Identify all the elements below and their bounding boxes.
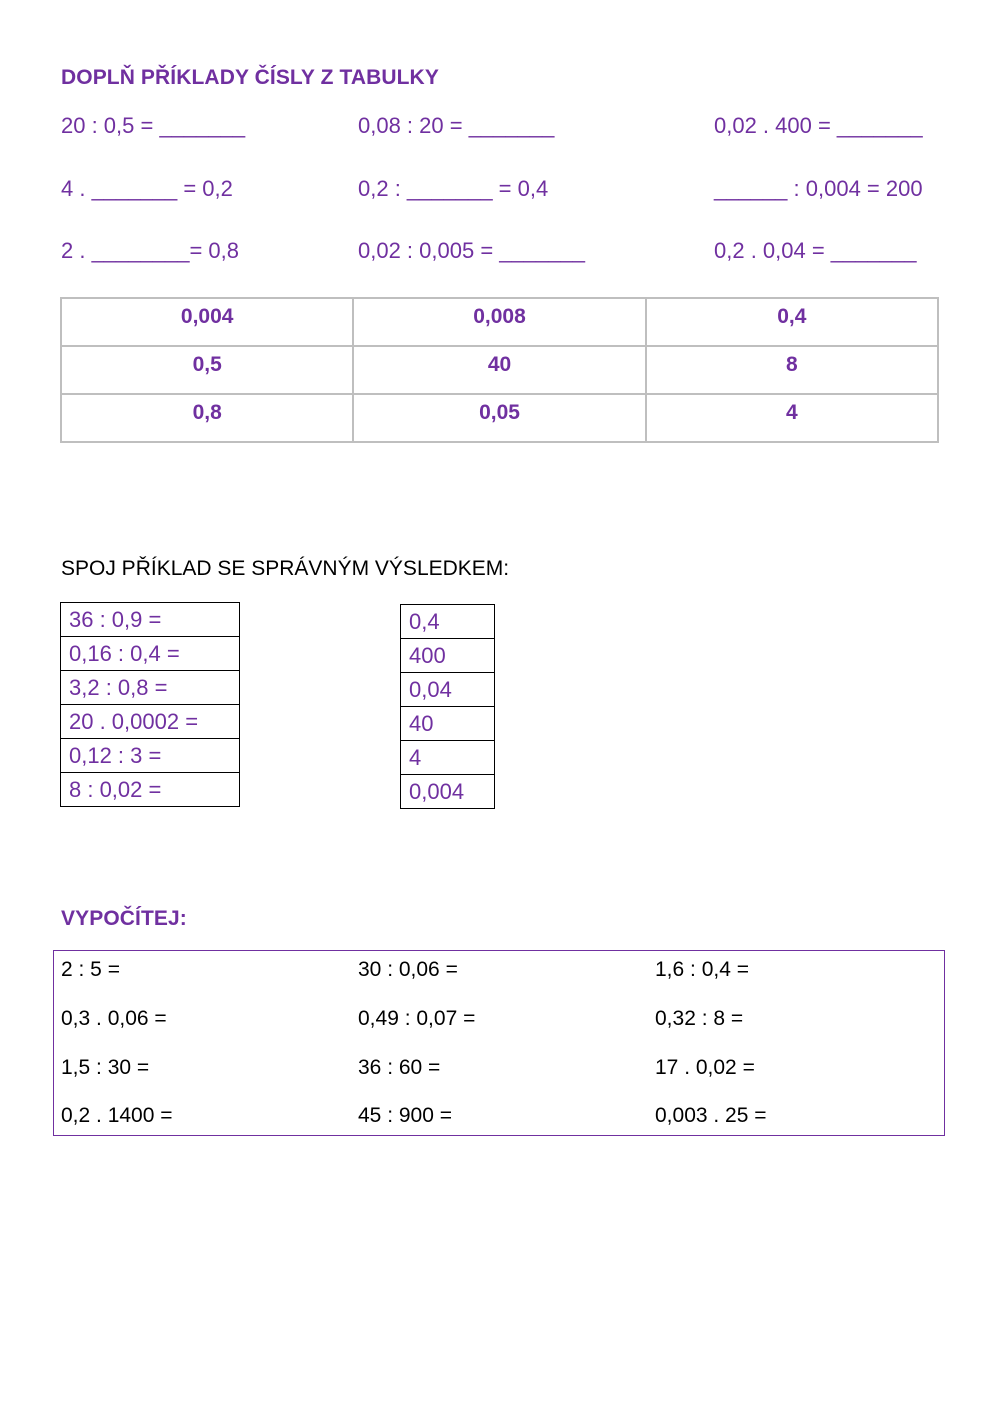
section3-title: VYPOČÍTEJ: xyxy=(61,907,187,930)
table-row xyxy=(61,298,938,346)
fill-equation: 4 . _______ = 0,2 xyxy=(61,176,233,201)
problem-item: 8 : 0,02 = xyxy=(61,773,240,807)
fill-equation: 0,02 : 0,005 = _______ xyxy=(358,238,585,263)
result-item: 0,04 xyxy=(401,673,495,707)
problem-item: 20 . 0,0002 = xyxy=(61,705,240,739)
number-table xyxy=(60,297,939,443)
problem-item: 3,2 : 0,8 = xyxy=(61,671,240,705)
section1-title: DOPLŇ PŘÍKLADY ČÍSLY Z TABULKY xyxy=(61,66,439,89)
calc-item: 0,3 . 0,06 = xyxy=(61,1007,167,1030)
result-item: 0,4 xyxy=(401,605,495,639)
calc-item: 0,32 : 8 = xyxy=(655,1007,744,1030)
table-cell: 8 xyxy=(646,346,938,394)
calc-item: 36 : 60 = xyxy=(358,1056,441,1079)
fill-equation: 20 : 0,5 = _______ xyxy=(61,113,246,138)
table-cell: 40 xyxy=(353,346,645,394)
calc-item: 0,49 : 0,07 = xyxy=(358,1007,476,1030)
table-row xyxy=(61,346,938,394)
result-item: 0,004 xyxy=(401,775,495,809)
fill-equation: 0,02 . 400 = _______ xyxy=(714,113,923,138)
calc-item: 1,5 : 30 = xyxy=(61,1056,150,1079)
fill-equation: 0,2 : _______ = 0,4 xyxy=(358,176,549,201)
calc-item: 0,003 . 25 = xyxy=(655,1104,767,1127)
fill-equation: 0,2 . 0,04 = _______ xyxy=(714,238,917,263)
fill-equation: 2 . ________= 0,8 xyxy=(61,238,239,263)
fill-equation: ______ : 0,004 = 200 xyxy=(714,176,923,201)
table-cell: 0,004 xyxy=(61,298,353,346)
table-cell: 0,5 xyxy=(61,346,353,394)
result-item: 40 xyxy=(401,707,495,741)
calc-item: 30 : 0,06 = xyxy=(358,958,458,981)
result-list xyxy=(400,604,495,809)
table-cell: 4 xyxy=(646,394,938,442)
calc-item: 2 : 5 = xyxy=(61,958,120,981)
table-cell: 0,8 xyxy=(61,394,353,442)
problem-item: 0,12 : 3 = xyxy=(61,739,240,773)
table-cell: 0,4 xyxy=(646,298,938,346)
table-cell: 0,008 xyxy=(353,298,645,346)
table-row xyxy=(61,394,938,442)
result-item: 400 xyxy=(401,639,495,673)
table-cell: 0,05 xyxy=(353,394,645,442)
result-item: 4 xyxy=(401,741,495,775)
calc-item: 0,2 . 1400 = xyxy=(61,1104,173,1127)
fill-equation: 0,08 : 20 = _______ xyxy=(358,113,555,138)
section2-title: SPOJ PŘÍKLAD SE SPRÁVNÝM VÝSLEDKEM: xyxy=(61,557,510,580)
problem-item: 36 : 0,9 = xyxy=(61,603,240,637)
calc-item: 45 : 900 = xyxy=(358,1104,452,1127)
calc-item: 17 . 0,02 = xyxy=(655,1056,755,1079)
problem-item: 0,16 : 0,4 = xyxy=(61,637,240,671)
calc-item: 1,6 : 0,4 = xyxy=(655,958,749,981)
problem-list xyxy=(60,602,240,807)
calculation-box xyxy=(53,950,945,1136)
